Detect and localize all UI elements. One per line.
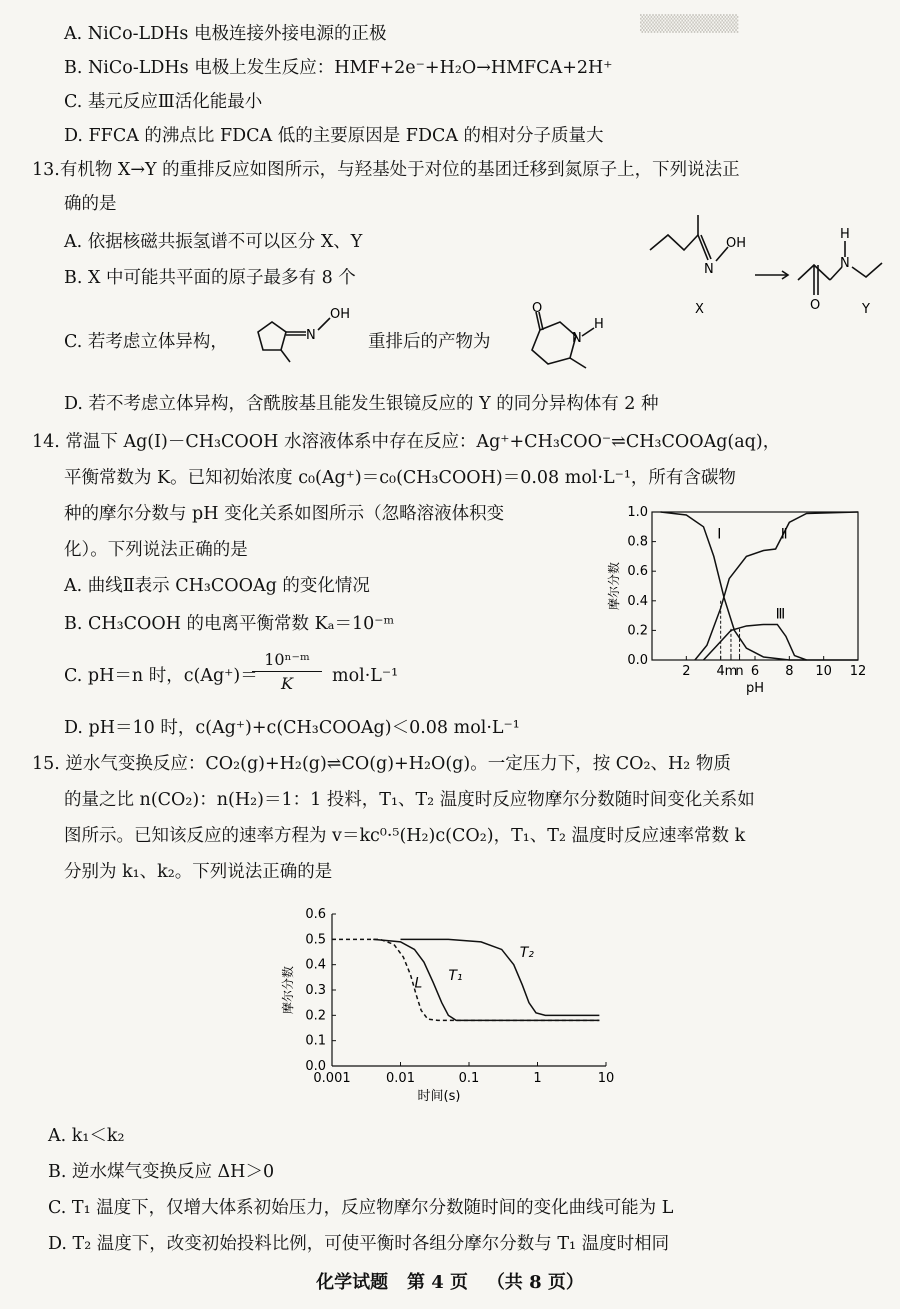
series-line <box>332 939 599 1020</box>
q12-option-c: C. 基元反应Ⅲ活化能最小 <box>64 92 263 112</box>
x-label: X <box>695 302 704 317</box>
q14-stem-3: 种的摩尔分数与 pH 变化关系如图所示（忽略溶液体积变 <box>64 504 505 524</box>
y-tick-label: 0.4 <box>305 957 326 973</box>
fraction-denominator: K <box>281 674 293 693</box>
q15-stem-2: 的量之比 n(CO₂)：n(H₂)＝1：1 投料，T₁、T₂ 温度时反应物摩尔分数随时间变化关系如 <box>64 790 755 810</box>
x-axis-label: 时间(s) <box>417 1089 461 1104</box>
q15-option-d: D. T₂ 温度下，改变初始投料比例，可使平衡时各组分摩尔分数与 T₁ 温度时相同 <box>48 1234 670 1254</box>
y-tick-label: 1.0 <box>627 505 648 520</box>
series-label: Ⅲ <box>775 606 786 623</box>
q12-option-d: D. FFCA 的沸点比 FDCA 低的主要原因是 FDCA 的相对分子质量大 <box>64 126 604 146</box>
q13-option-c-middle: 重排后的产物为 <box>368 332 491 352</box>
y-tick-label: 0.3 <box>305 983 326 998</box>
q15-option-a: A. k₁＜k₂ <box>48 1126 125 1146</box>
x-n-atom: N <box>704 262 714 277</box>
q15-option-b: B. 逆水煤气变换反应 ΔH＞0 <box>48 1162 275 1182</box>
series-label: T₂ <box>519 945 534 962</box>
series-label: Ⅰ <box>717 526 722 543</box>
q15-stem: 15. 逆水气变换反应：CO₂(g)+H₂(g)⇌CO(g)+H₂O(g)。一定压力下，按 CO₂、H₂ 物质 <box>32 754 731 774</box>
lactam-o-atom: O <box>532 301 543 316</box>
x-tick-label: 0.01 <box>386 1071 415 1086</box>
y-tick-label: 0.6 <box>627 564 648 580</box>
series-line <box>373 939 599 1020</box>
x-axis-label: pH <box>745 681 765 696</box>
series-label: L <box>414 975 423 992</box>
y-o-atom: O <box>810 298 821 313</box>
lactam-h-atom: H <box>594 317 604 332</box>
q13-option-c-prefix: C. 若考虑立体异构， <box>64 332 228 352</box>
y-h-atom: H <box>840 227 850 242</box>
y-tick-label: 0.1 <box>305 1033 326 1049</box>
q15-stem-4: 分别为 k₁、k₂。下列说法正确的是 <box>64 862 333 882</box>
q12-option-a: A. NiCo-LDHs 电极连接外接电源的正极 <box>64 24 387 44</box>
y-tick-label: 0.4 <box>627 593 648 609</box>
q13-option-d: D. 若不考虑立体异构，含酰胺基且能发生银镜反应的 Y 的同分异构体有 2 种 <box>64 394 659 414</box>
footer-page: 第 4 页 <box>406 1272 468 1293</box>
q14-option-a: A. 曲线Ⅱ表示 CH₃COOAg 的变化情况 <box>64 576 370 596</box>
y-tick-label: 0.0 <box>627 653 648 668</box>
q14-option-c-unit: mol·L⁻¹ <box>332 666 399 686</box>
q14-stem-2: 平衡常数为 K。已知初始浓度 c₀(Ag⁺)＝c₀(CH₃COOH)＝0.08 mol·L⁻¹，所有含碳物 <box>64 468 736 488</box>
q15-stem-3: 图所示。已知该反应的速率方程为 v＝kc⁰·⁵(H₂)c(CO₂)，T₁、T₂ 温度时反应速率常数 k <box>64 826 746 846</box>
q13-option-b: B. X 中可能共平面的原子最多有 8 个 <box>64 268 356 288</box>
q14-stem: 14. 常温下 Ag(Ⅰ)－CH₃COOH 水溶液体系中存在反应：Ag⁺+CH₃COO⁻⇌CH₃COOAg(aq)， <box>32 432 781 452</box>
q13-stem: 13.有机物 X→Y 的重排反应如图所示，与羟基处于对位的基团迁移到氮原子上，下列说法正 <box>32 160 740 180</box>
cyclopentanone-oxime-structure <box>238 300 368 370</box>
q15-mole-fraction-time-chart <box>270 898 630 1118</box>
y-tick-label: 0.2 <box>627 623 648 639</box>
series-line <box>704 624 807 660</box>
x-tick-label: m <box>724 664 738 679</box>
oxime-n-atom: N <box>306 328 316 343</box>
x-tick-label: 1 <box>533 1071 542 1086</box>
lactam-product-structure <box>510 300 620 390</box>
x-tick-label: 8 <box>785 664 794 679</box>
y-tick-label: 0.5 <box>305 932 326 948</box>
x-tick-label: 4 <box>716 664 725 679</box>
q15-option-c: C. T₁ 温度下，仅增大体系初始压力，反应物摩尔分数随时间的变化曲线可能为 L <box>48 1198 674 1218</box>
footer-subject: 化学试题 <box>316 1272 389 1293</box>
fraction-numerator: 10ⁿ⁻ᵐ <box>252 650 322 672</box>
page-footer <box>0 1268 900 1294</box>
x-oh-group: OH <box>726 236 747 251</box>
q13-stem-cont: 确的是 <box>64 194 117 214</box>
y-axis-label: 摩尔分数 <box>281 965 295 1015</box>
x-tick-label: n <box>735 664 744 679</box>
q12-option-b: B. NiCo-LDHs 电极上发生反应：HMF+2e⁻+H₂O→HMFCA+2H⁺ <box>64 58 613 78</box>
q14-stem-4: 化）。下列说法正确的是 <box>64 540 248 560</box>
y-tick-label: 0.2 <box>305 1008 326 1024</box>
y-axis-label: 摩尔分数 <box>607 561 621 611</box>
x-tick-label: 2 <box>682 664 691 679</box>
q14-mole-fraction-ph-chart <box>600 500 875 700</box>
y-tick-label: 0.0 <box>305 1059 326 1074</box>
x-tick-label: 12 <box>849 664 867 679</box>
footer-total: （共 8 页） <box>486 1272 584 1293</box>
y-n-atom: N <box>840 256 850 271</box>
y-tick-label: 0.6 <box>305 907 326 922</box>
lactam-n-atom: N <box>572 331 582 346</box>
x-tick-label: 0.001 <box>313 1071 351 1086</box>
oxime-oh-group: OH <box>330 307 351 322</box>
y-label: Y <box>862 302 870 317</box>
plot-frame <box>652 512 858 660</box>
bleed-through-text: ▒▒▒▒▒▒▒▒ <box>640 14 739 33</box>
q14-option-c-prefix: C. pH＝n 时，c(Ag⁺)＝ <box>64 666 258 686</box>
series-label: T₁ <box>448 967 463 984</box>
y-tick-label: 0.8 <box>627 534 648 550</box>
series-line <box>661 512 858 660</box>
q14-option-b: B. CH₃COOH 的电离平衡常数 Kₐ＝10⁻ᵐ <box>64 614 395 634</box>
q13-option-a: A. 依据核磁共振氢谱不可以区分 X、Y <box>64 232 363 252</box>
q14-option-d: D. pH＝10 时，c(Ag⁺)+c(CH₃COOAg)＜0.08 mol·L⁻¹ <box>64 718 520 738</box>
x-tick-label: 0.1 <box>458 1071 480 1086</box>
series-label: Ⅱ <box>780 526 788 543</box>
q14-option-c-fraction <box>252 650 322 693</box>
x-tick-label: 10 <box>597 1071 615 1086</box>
x-tick-label: 6 <box>750 664 760 679</box>
q13-reaction-scheme <box>640 205 890 325</box>
x-tick-label: 10 <box>815 664 832 679</box>
